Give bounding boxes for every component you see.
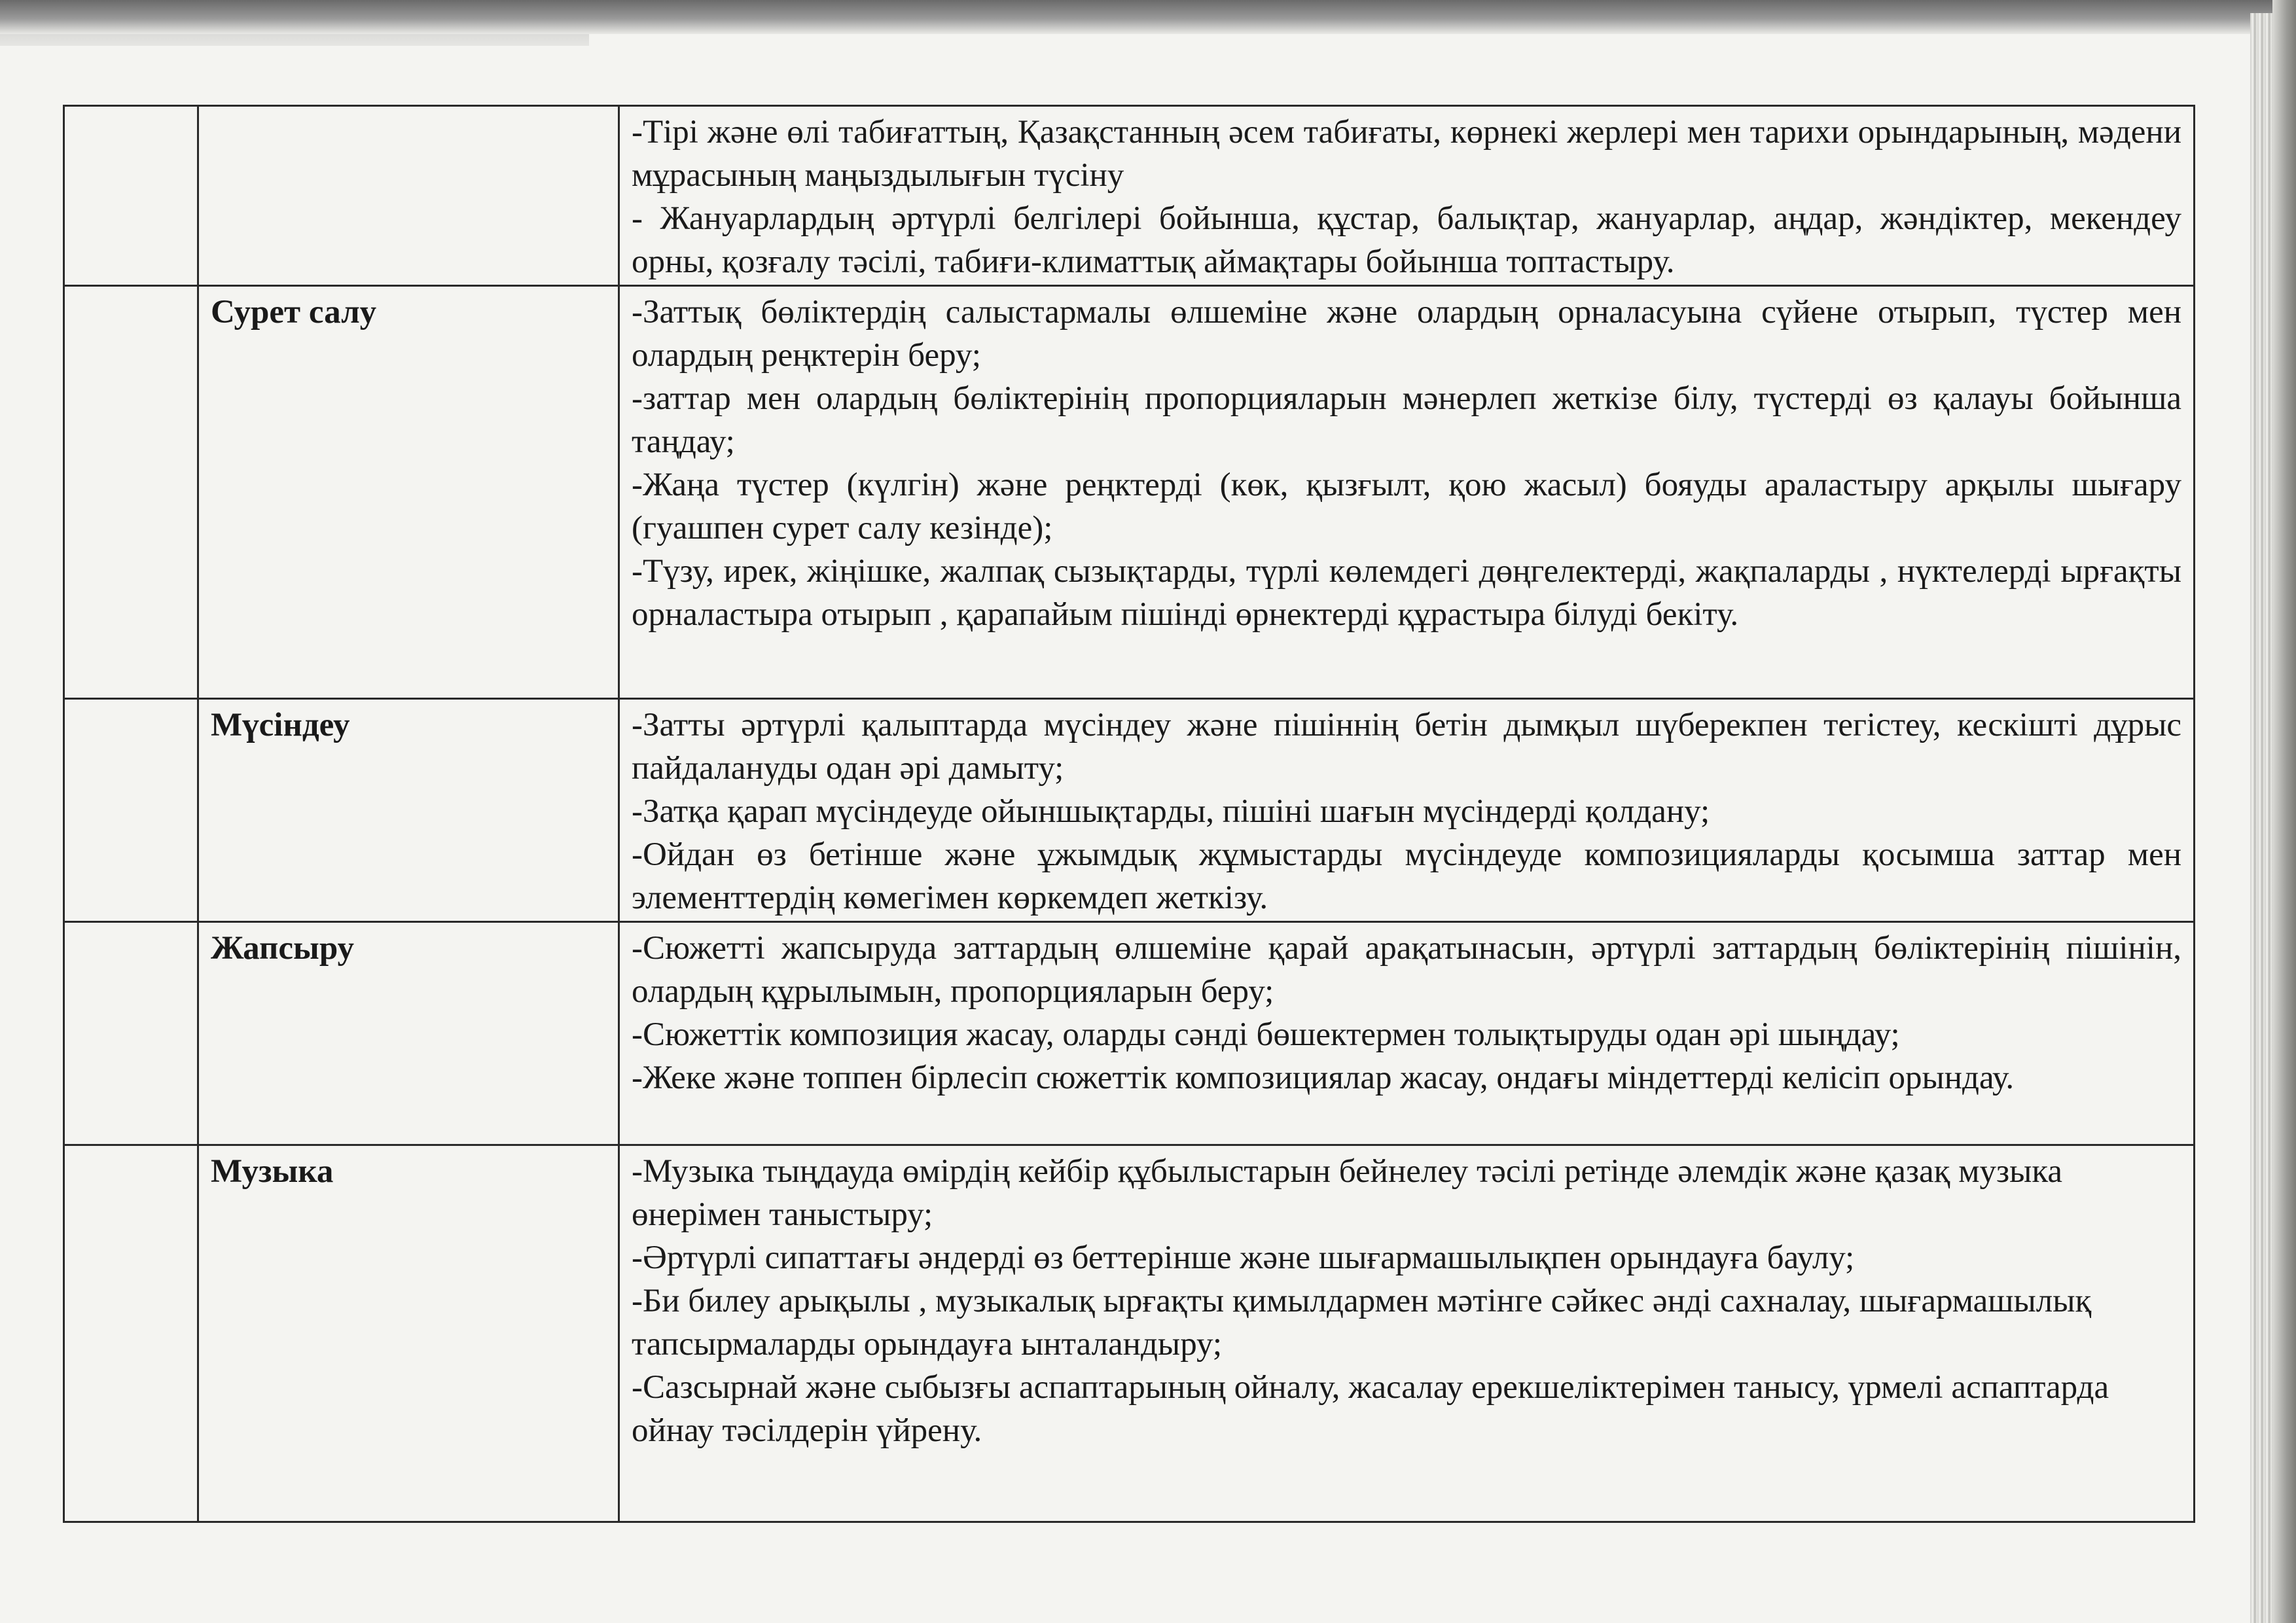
table-row [64,922,2195,1145]
subject-cell: Сурет салу [198,286,619,699]
content-line: -заттар мен олардың бөліктерінің пропорцияларын мәнерлеп жеткізе білу, түстерді өз қалауы бойынша таңдау; [632,380,2181,460]
subject-cell: Музыка [198,1145,619,1522]
subject-cell: Жапсыру [198,922,619,1145]
index-cell [64,286,198,699]
content-cell [619,922,2195,1145]
subject-cell: Мүсіндеу [198,699,619,922]
table-row [64,106,2195,286]
content-cell [619,699,2195,922]
content-line: -Сюжеттік композиция жасау, оларды сәнді бөшектермен толықтыруды одан әрі шыңдау; [632,1016,1900,1053]
index-cell [64,106,198,286]
curriculum-table [63,105,2195,1523]
content-line: -Тірі және өлі табиғаттың, Қазақстанның әсем табиғаты, көрнекі жерлері мен тарихи орындарының, мәдени мұрасының маңыздылығын түсіну [632,114,2181,194]
content-line: -Жаңа түстер (күлгін) және реңктерді (көк, қызғылт, қою жасыл) бояуды араластыру арқылы шығару (гуашпен сурет салу кезінде); [632,467,2181,546]
content-line: -Жеке және топпен бірлесіп сюжеттік композициялар жасау, ондағы міндеттерді келісіп орындау. [632,1060,2015,1096]
table-row [64,699,2195,922]
scan-right-edge [2272,0,2296,1623]
content-cell [619,106,2195,286]
index-cell [64,922,198,1145]
content-line: -Затқа қарап мүсіндеуде ойыншықтарды, пішіні шағын мүсіндерді қолдану; [632,793,1710,830]
index-cell [64,699,198,922]
content-line: -Затты әртүрлі қалыптарда мүсіндеу және пішіннің бетін дымқыл шүберекпен тегістеу, кескішті дұрыс пайдалануды одан әрі дамыту; [632,707,2181,787]
table-row [64,1145,2195,1522]
content-cell [619,1145,2195,1522]
index-cell [64,1145,198,1522]
table-row [64,286,2195,699]
content-line: -Сюжетті жапсыруда заттардың өлшеміне қарай арақатынасын, әртүрлі заттардың бөліктерінің пішінін, олардың құрылымын, пропорцияларын беру; [632,930,2181,1010]
content-line: -Заттық бөліктердің салыстармалы өлшеміне және олардың орналасуына сүйене отырып, түстер мен олардың реңктерін беру; [632,294,2181,374]
content-line: -Би билеу арықылы , музыкалық ырғақты қимылдармен мәтінге сәйкес әнді сахналау, шығармашылық тапсырмаларды орындауға ынталандыру; [632,1283,2092,1363]
subject-cell [198,106,619,286]
content-cell [619,286,2195,699]
content-line: -Әртүрлі сипаттағы әндерді өз беттерінше және шығармашылықпен орындауға баулу; [632,1240,1855,1276]
scan-top-edge [0,0,2296,34]
content-line: -Музыка тыңдауда өмірдің кейбір құбылыстарын бейнелеу тәсілі ретінде әлемдік және қазақ музыка өнерімен таныстыру; [632,1153,2063,1233]
content-line: - Жануарлардың әртүрлі белгілері бойынша, құстар, балықтар, жануарлар, аңдар, жәндіктер, мекендеу орны, қозғалу тәсілі, табиғи-климаттық аймақтары бойынша топтастыру. [632,200,2181,280]
content-line: -Сазсырнай және сыбызғы аспаптарының ойналу, жасалау ерекшеліктерімен танысу, үрмелі аспаптарда ойнау тәсілдерін үйрену. [632,1369,2109,1449]
content-line: -Ойдан өз бетінше және ұжымдық жұмыстарды мүсіндеуде композицияларды қосымша заттар мен элементтердің көмегімен көркемдеп жеткізу. [632,836,2181,916]
content-line: -Түзу, ирек, жіңішке, жалпақ сызықтарды, түрлі көлемдегі дөңгелектерді, жақпаларды , нүктелерді ырғақты орналастыра отырып , қарапайым пішінді өрнектерді құрастыра білуді бекіту. [632,553,2181,633]
